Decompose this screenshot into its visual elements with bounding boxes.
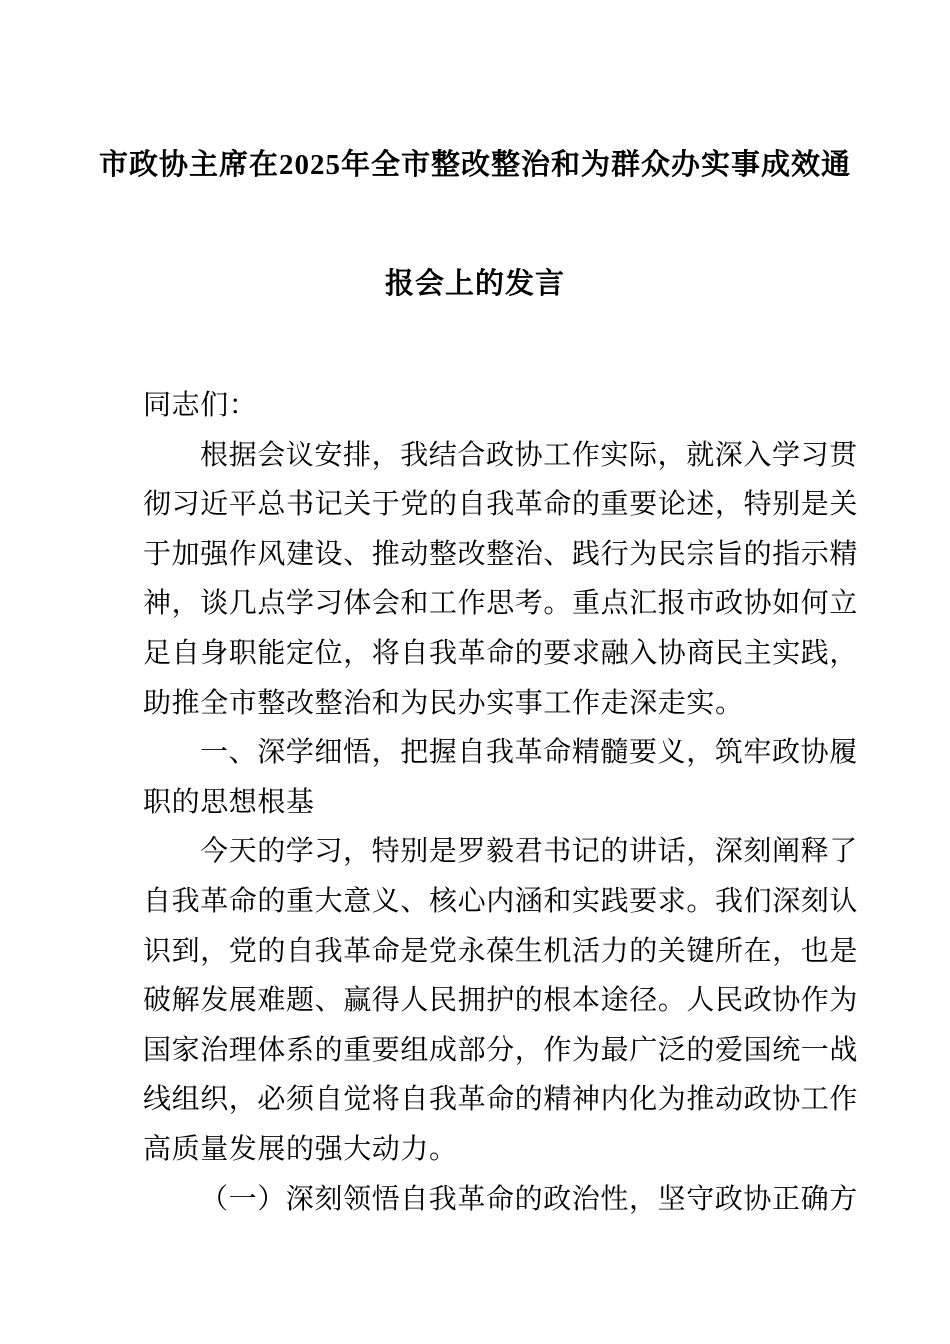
text-line: 于加强作风建设、推动整改整治、践行为民宗旨的指示精 — [143, 538, 859, 570]
salutation-line: 同志们： — [143, 390, 258, 421]
text-line: 线组织，必须自觉将自我革命的精神内化为推动政协工作 — [143, 1084, 859, 1116]
text-line: 助推全市整改整治和为民办实事工作走深走实。 — [143, 687, 744, 719]
text-line: 破解发展难题、赢得人民拥护的根本途径。人民政协作为 — [143, 985, 859, 1017]
subsection-heading-line: （一）深刻领悟自我革命的政治性，坚守政协正确方 — [200, 1183, 858, 1215]
text-line: 识到，党的自我革命是党永葆生机活力的关键所在，也是 — [143, 935, 859, 967]
document-title — [70, 106, 880, 344]
text-line: 足自身职能定位，将自我革命的要求融入协商民主实践， — [143, 637, 859, 669]
text-line: 自我革命的重大意义、核心内涵和实践要求。我们深刻认 — [143, 885, 859, 917]
text-line: 国家治理体系的重要组成部分，作为最广泛的爱国统一战 — [143, 1034, 859, 1066]
text-line: 神，谈几点学习体会和工作思考。重点汇报市政协如何立 — [143, 588, 859, 620]
text-line: 今天的学习，特别是罗毅君书记的讲话，深刻阐释了 — [200, 836, 858, 868]
section-heading-line: 一、深学细悟，把握自我革命精髓要义，筑牢政协履 — [200, 737, 858, 769]
text-line: 彻习近平总书记关于党的自我革命的重要论述，特别是关 — [143, 489, 859, 521]
section-heading-line: 职的思想根基 — [143, 786, 315, 818]
document-body — [143, 381, 859, 1224]
text-line: 根据会议安排，我结合政协工作实际，就深入学习贯 — [200, 439, 858, 471]
document-title-line-1: 市政协主席在2025年全市整改整治和为群众办实事成效通 — [98, 149, 851, 181]
text-line: 高质量发展的强大动力。 — [143, 1133, 458, 1165]
document-title-line-2: 报会上的发言 — [384, 268, 565, 300]
